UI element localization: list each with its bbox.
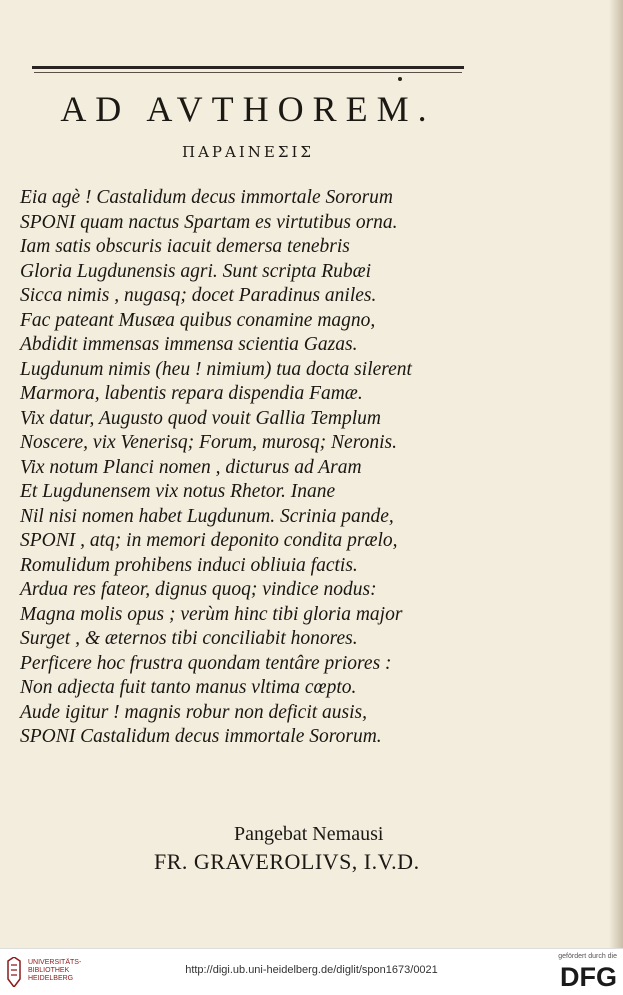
rule-ornament-dot (398, 77, 402, 81)
poem-line: Perficere hoc frustra quondam tentâre priores : (20, 652, 392, 674)
poem-line: Ardua res fateor, dignus quoq; vindice nodus: (20, 579, 377, 600)
poem-line: Eia agè ! Castalidum decus immortale Sororum (20, 187, 394, 208)
poem-line: Romulidum prohibens induci obliuia factis. (20, 554, 358, 576)
poem-line: Iam satis obscuris iacuit demersa tenebris (20, 236, 350, 257)
poem-line: Surget , & æternos tibi conciliabit honores. (20, 628, 358, 649)
poem-line: Vix notum Planci nomen , dicturus ad Aram (20, 456, 362, 478)
page-subtitle: ΠΑΡΑΙΝΕΣΙΣ (182, 143, 314, 161)
signature-author: FR. GRAVEROLIVS, I.V.D. (154, 849, 420, 874)
poem-line: SPONI , atq; in memori deponito condita prælo, (20, 530, 398, 551)
logo-line: BIBLIOTHEK (28, 967, 70, 974)
poem-line: Et Lugdunensem vix notus Rhetor. Inane (20, 481, 336, 502)
poem-line: Aude igitur ! magnis robur non deficit ausis, (20, 701, 368, 723)
poem-line: Magna molis opus ; verùm hinc tibi gloria major (20, 603, 403, 625)
poem-line: Noscere, vix Venerisq; Forum, murosq; Neronis. (20, 432, 397, 453)
logo-line: HEIDELBERG (28, 975, 74, 982)
signature-place: Pangebat Nemausi (234, 823, 384, 845)
poem-line: Marmora, labentis repara dispendia Famæ. (20, 383, 363, 404)
poem-line: Gloria Lugdunensis agri. Sunt scripta Rubæi (20, 260, 372, 282)
poem-line: Nil nisi nomen habet Lugdunum. Scrinia pande, (20, 505, 394, 527)
ornamental-rule-thin (34, 72, 462, 73)
poem-line: Sicca nimis , nugasq; docet Paradinus aniles. (20, 285, 377, 306)
poem (20, 186, 470, 750)
ornamental-rule-thick (32, 66, 464, 69)
permalink-url[interactable]: http://digi.ub.uni-heidelberg.de/diglit/spon1673/0021 (185, 964, 438, 976)
poem-line: Abdidit immensas immensa scientia Gazas. (20, 334, 358, 355)
viewer-footer (0, 948, 623, 995)
dfg-logo[interactable]: DFG (560, 962, 617, 992)
poem-line: SPONI quam nactus Spartam es virtutibus orna. (20, 211, 398, 233)
poem-line: Non adjecta fuit tanto manus vltima cœpto. (20, 677, 357, 698)
poem-line: Fac pateant Musæa quibus conamine magno, (20, 309, 376, 331)
funding-caption: gefördert durch die (558, 953, 617, 960)
page-title: AD AVTHOREM. (60, 89, 436, 129)
logo-line: UNIVERSITÄTS- (28, 959, 82, 966)
poem-line: Lugdunum nimis (heu ! nimium) tua docta silerent (20, 358, 412, 380)
poem-line: Vix datur, Augusto quod vouit Gallia Templum (20, 407, 381, 429)
poem-line: SPONI Castalidum decus immortale Sororum. (20, 726, 382, 747)
